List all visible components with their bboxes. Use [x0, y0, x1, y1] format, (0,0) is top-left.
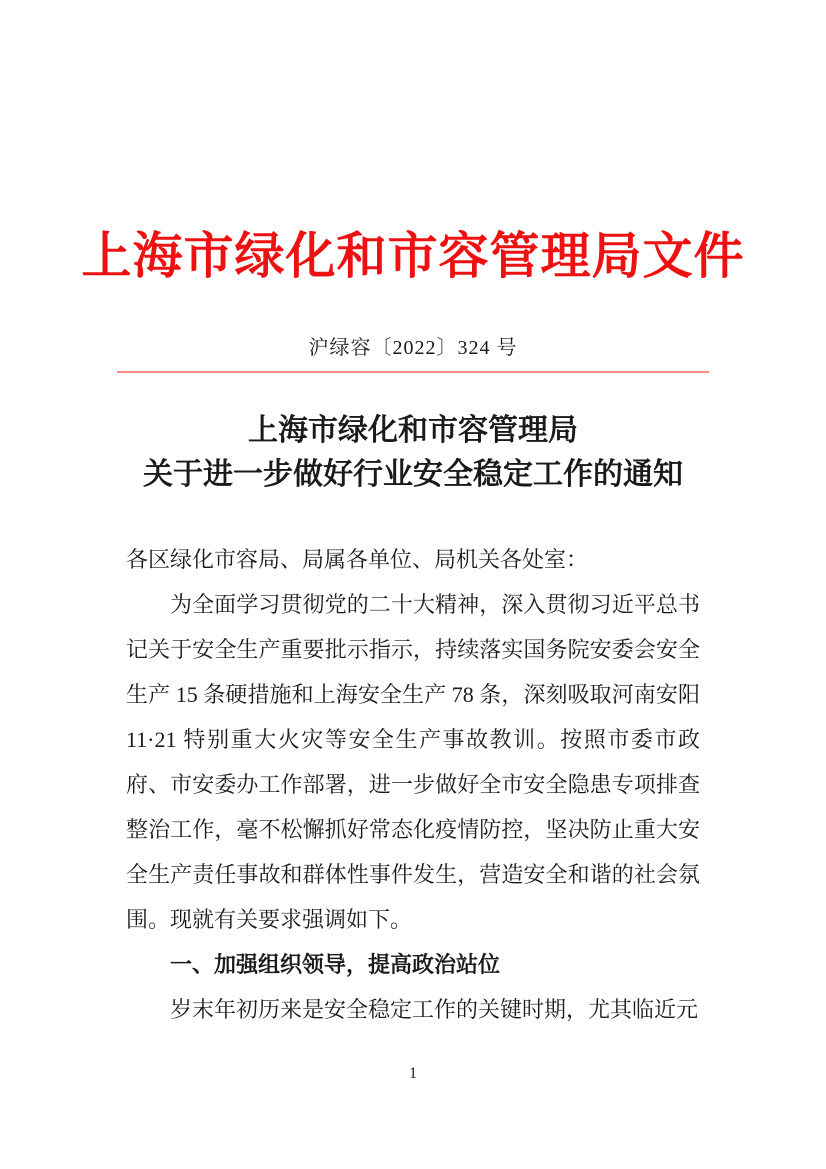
- document-title-line1: 上海市绿化和市容管理局: [248, 414, 578, 447]
- page-number: 1: [409, 1065, 417, 1082]
- body-paragraph: 岁末年初历来是安全稳定工作的关键时期，尤其临近元: [170, 997, 699, 1022]
- document-title: [0, 409, 826, 497]
- document-body: [126, 537, 700, 1032]
- section-heading: 一、加强组织领导，提高政治站位: [170, 952, 501, 977]
- issuing-org-banner: 上海市绿化和市容管理局文件: [81, 228, 745, 284]
- document-title-line2: 关于进一步做好行业安全稳定工作的通知: [143, 458, 683, 491]
- header-divider-rule: [117, 371, 709, 373]
- salutation: 各区绿化市容局、局属各单位、局机关各处室：: [126, 547, 589, 572]
- document-number: 沪绿容〔2022〕324 号: [308, 337, 518, 359]
- body-paragraph: 为全面学习贯彻党的二十大精神，深入贯彻习近平总书记关于安全生产重要批示指示，持续落实国务院安委会安全生产 15 条硬措施和上海安全生产 78 条，深刻吸取河南安阳11·21 特别重大火灾等安全生产事故教训。按照市委市政府、市安委办工作部署，进一步做好全市安全隐患专项排查整治工作，毫不松懈抓好常态化疫情防控，坚决防止重大安全生产责任事故和群体性事件发生，营造安全和谐的社会氛围。现就有关要求强调如下。: [126, 592, 700, 932]
